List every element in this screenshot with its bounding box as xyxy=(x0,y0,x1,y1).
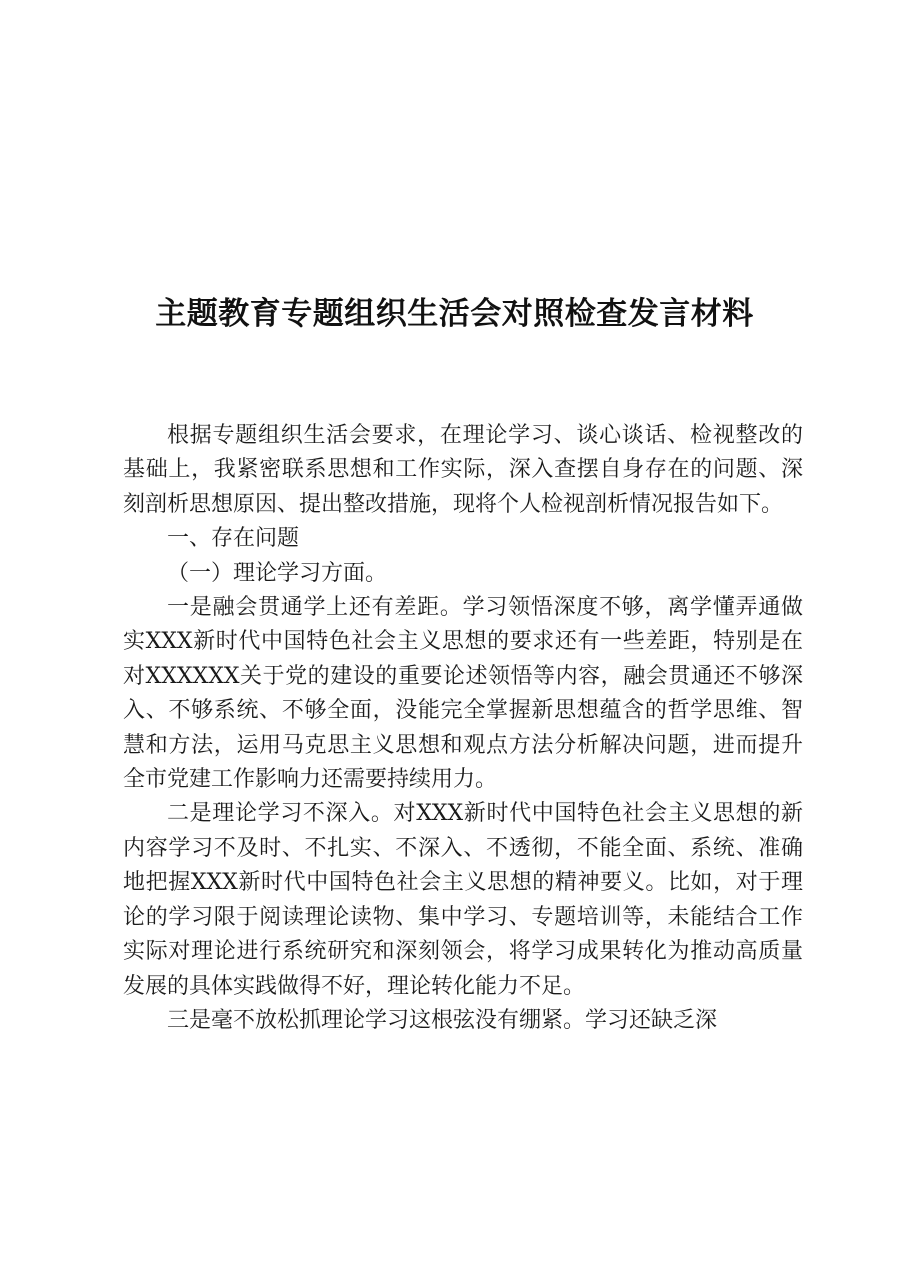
subsection-heading-theory-study: （一）理论学习方面。 xyxy=(167,560,388,586)
document-title: 主题教育专题组织生活会对照检查发言材料 xyxy=(155,296,754,332)
section-heading-problems: 一、存在问题 xyxy=(167,526,300,552)
intro-paragraph: 根据专题组织生活会要求，在理论学习、谈心谈话、检视整改的基础上，我紧密联系思想和工作实际，深入查摆自身存在的问题、深刻剖析思想原因、提出整改措施，现将个人检视剖析情况报告如下。 xyxy=(123,423,803,517)
paragraph-point-one: 一是融会贯通学上还有差距。学习领悟深度不够，离学懂弄通做实XXX新时代中国特色社会主义思想的要求还有一些差距，特别是在对XXXXXX关于党的建设的重要论述领悟等内容，融会贯通还不够深入、不够系统、不够全面，没能完全掌握新思想蕴含的哲学思维、智慧和方法，运用马克思主义思想和观点方法分析解决问题，进而提升全市党建工作影响力还需要持续用力。 xyxy=(123,595,803,793)
paragraph-point-three: 三是毫不放松抓理论学习这根弦没有绷紧。学习还缺乏深 xyxy=(167,1007,718,1033)
document-body xyxy=(123,419,803,1038)
paragraph-point-two: 二是理论学习不深入。对XXX新时代中国特色社会主义思想的新内容学习不及时、不扎实、不深入、不透彻，不能全面、系统、准确地把握XXX新时代中国特色社会主义思想的精神要义。比如，对于理论的学习限于阅读理论读物、集中学习、专题培训等，未能结合工作实际对理论进行系统研究和深刻领会，将学习成果转化为推动高质量发展的具体实践做得不好，理论转化能力不足。 xyxy=(123,801,803,999)
